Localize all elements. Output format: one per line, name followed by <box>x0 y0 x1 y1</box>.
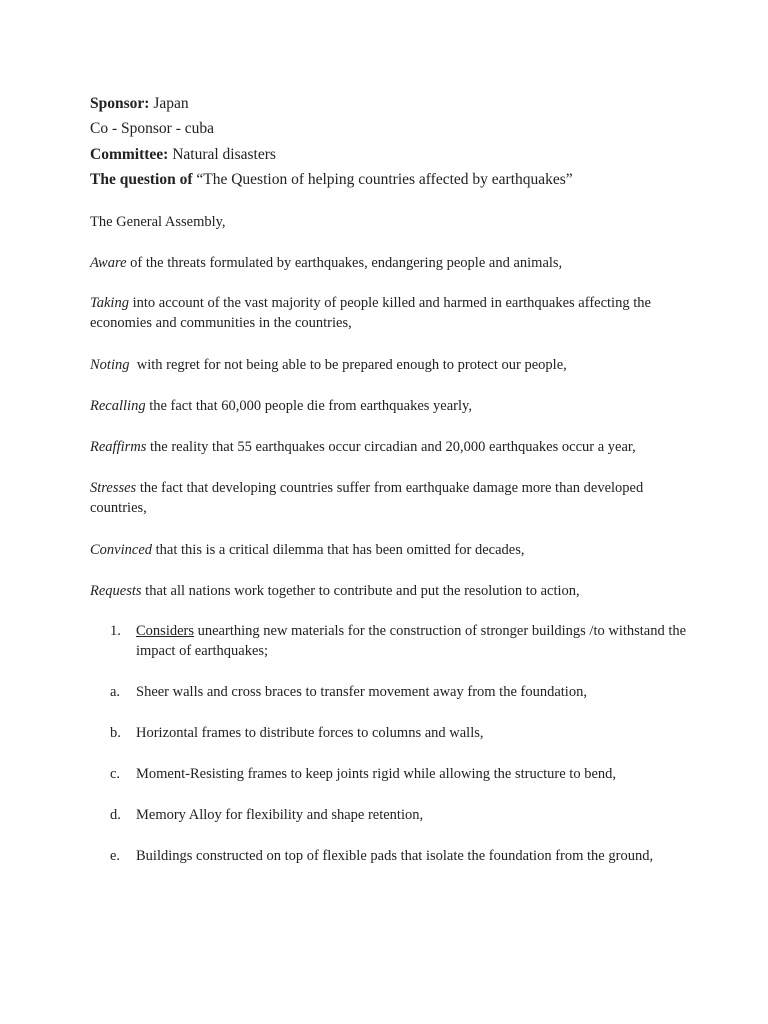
sub-clause-letter: a. <box>110 684 121 700</box>
clause-keyword: Considers <box>136 623 194 639</box>
sub-clause-text: Moment-Resisting frames to keep joints rigid while allowing the structure to bend, <box>136 766 617 782</box>
committee-label: Committee: <box>90 146 169 163</box>
clause-keyword: Reaffirms <box>90 439 147 455</box>
cosponsor-line <box>90 119 214 139</box>
committee-line <box>90 145 276 165</box>
clause-text: that all nations work together to contribute and put the resolution to action, <box>141 583 580 599</box>
clause-text: the fact that 60,000 people die from earthquakes yearly, <box>145 398 472 414</box>
opening-line: The General Assembly, <box>90 214 226 230</box>
operative-clause <box>110 621 690 661</box>
clause-keyword: Taking <box>90 295 129 311</box>
sub-clause-text: Horizontal frames to distribute forces to columns and walls, <box>136 725 484 741</box>
clause-body <box>136 621 690 661</box>
clause-keyword: Requests <box>90 583 142 599</box>
clause-keyword: Noting <box>90 357 130 373</box>
preambulatory-clause <box>90 437 690 457</box>
clause-keyword: Stresses <box>90 480 137 496</box>
preambulatory-clause <box>90 540 690 560</box>
sub-clause-letter: d. <box>110 807 121 823</box>
question-value: “The Question of helping countries affected by earthquakes” <box>196 171 573 188</box>
clause-text: the reality that 55 earthquakes occur circadian and 20,000 earthquakes occur a year, <box>146 439 636 455</box>
clause-text: that this is a critical dilemma that has been omitted for decades, <box>152 542 525 558</box>
preambulatory-clause <box>90 581 690 601</box>
cosponsor-text: Co - Sponsor - cuba <box>90 120 214 137</box>
sub-clause <box>110 682 690 702</box>
preambulatory-clause <box>90 253 690 273</box>
preambulatory-clause <box>90 293 690 333</box>
clause-keyword: Convinced <box>90 542 153 558</box>
sub-clause-letter: e. <box>110 848 121 864</box>
sub-clause <box>110 805 690 825</box>
clause-text: of the threats formulated by earthquakes, endangering people and animals, <box>126 255 563 271</box>
clause-keyword: Recalling <box>90 398 146 414</box>
clause-text: with regret for not being able to be prepared enough to protect our people, <box>129 357 567 373</box>
sub-clause <box>110 764 690 784</box>
committee-value: Natural disasters <box>172 146 276 163</box>
clause-text: unearthing new materials for the construction of stronger buildings /to withstand the impact of earthquakes; <box>136 623 687 659</box>
question-label: The question of <box>90 171 193 188</box>
clause-number: 1. <box>110 623 121 639</box>
sub-clause-letter: b. <box>110 725 121 741</box>
question-line <box>90 170 573 190</box>
preambulatory-clause <box>90 355 690 375</box>
sub-clause <box>110 723 690 743</box>
sponsor-label: Sponsor: <box>90 95 150 112</box>
sub-clause <box>110 846 690 866</box>
preambulatory-clause <box>90 396 690 416</box>
sponsor-value: Japan <box>153 95 189 112</box>
sub-clause-text: Memory Alloy for flexibility and shape retention, <box>136 807 424 823</box>
preambulatory-clause <box>90 478 690 518</box>
clause-text: into account of the vast majority of people killed and harmed in earthquakes affecting the economies and communities in the countries, <box>90 295 651 331</box>
sponsor-line <box>90 94 189 114</box>
sub-clause-text: Sheer walls and cross braces to transfer movement away from the foundation, <box>136 684 587 700</box>
sub-clause-text: Buildings constructed on top of flexible pads that isolate the foundation from the ground, <box>136 848 654 864</box>
sub-clause-letter: c. <box>110 766 121 782</box>
clause-keyword: Aware <box>90 255 127 271</box>
clause-text: the fact that developing countries suffer from earthquake damage more than developed countries, <box>90 480 644 516</box>
